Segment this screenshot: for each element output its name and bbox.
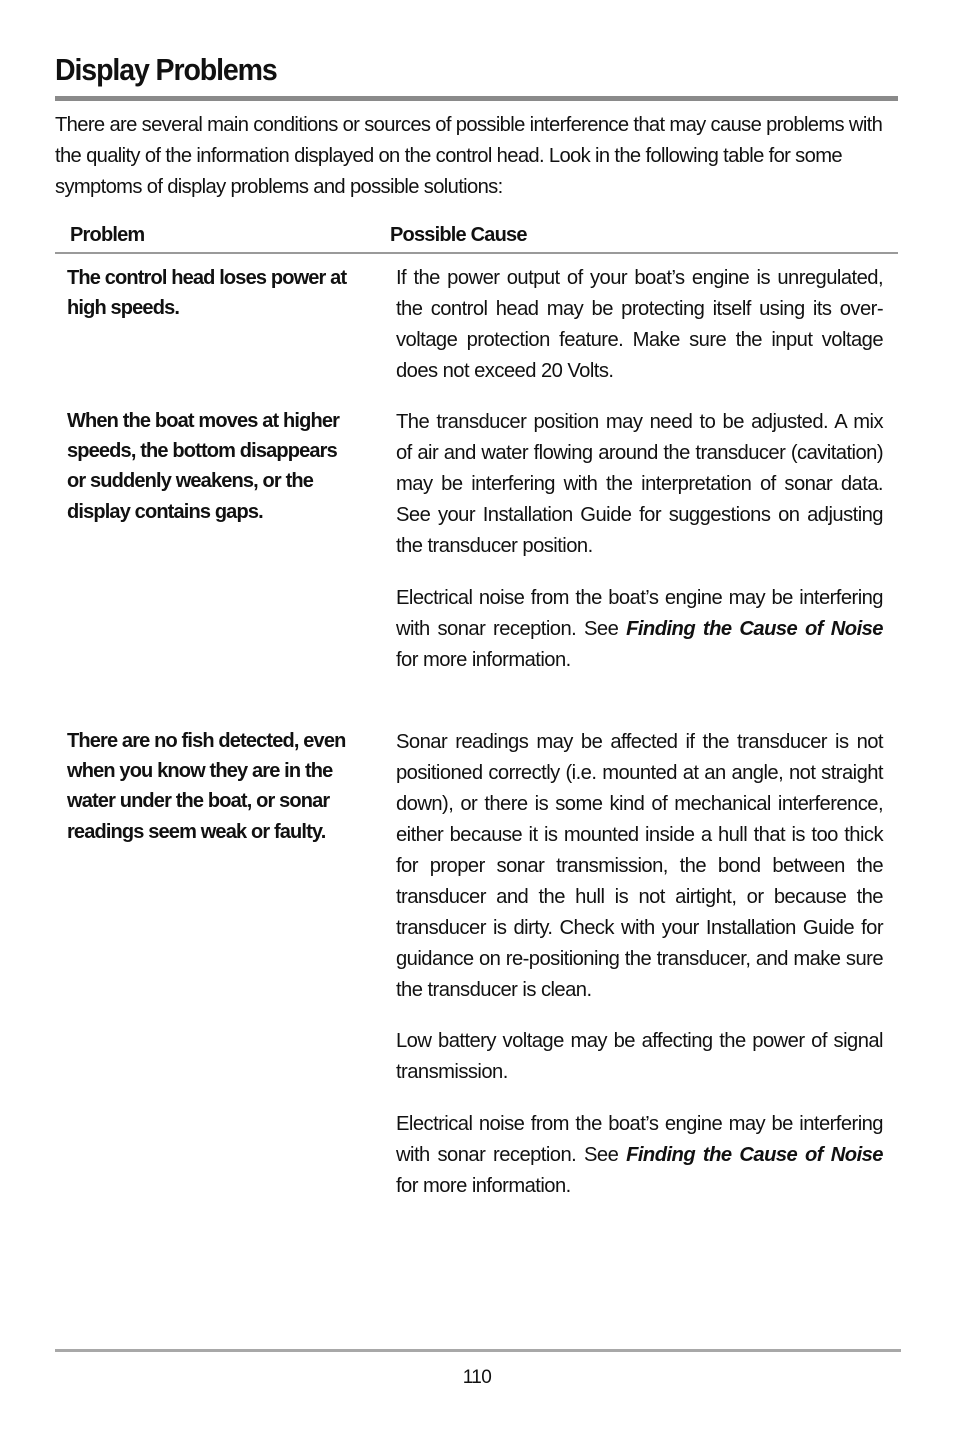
- cause-electrical-noise: [396, 1109, 883, 1202]
- problem-bottom-disappears: When the boat moves at higher speeds, the bottom disappears or suddenly weakens, or the display contains gaps.: [67, 410, 340, 523]
- cross-reference-link[interactable]: Finding the Cause of Noise: [626, 1144, 883, 1166]
- page-number: 110: [462, 1367, 492, 1388]
- table-header-divider: [55, 252, 898, 254]
- table-header-cause: Possible Cause: [390, 224, 527, 246]
- problem-no-fish-detected: There are no fish detected, even when you know they are in the water under the boat, or sonar readings seem weak or faulty.: [67, 730, 346, 843]
- page-title: Display Problems: [55, 52, 277, 87]
- cross-reference-link[interactable]: Finding the Cause of Noise: [626, 618, 883, 640]
- intro-paragraph: There are several main conditions or sources of possible interference that may cause problems with the quality of the information displayed on the control head. Look in the following table for some symptoms of display problems and possible solutions:: [55, 114, 883, 198]
- cause-transducer-position: The transducer position may need to be adjusted. A mix of air and water flowing around the transducer (cavitation) may be interfering with the interpretation of sonar data. See your Installation Guide for suggestions on adjusting the transducer position.: [396, 411, 883, 557]
- footer-divider: [55, 1349, 901, 1352]
- cause-text: Electrical noise from the boat’s engine may be interfering with sonar reception. See: [396, 1113, 883, 1166]
- cause-text: for more information.: [396, 649, 571, 671]
- cause-over-voltage: If the power output of your boat’s engine is unregulated, the control head may be protecting itself using its over-voltage protection feature. Make sure the input voltage does not exceed 20 Volts.: [396, 267, 883, 382]
- cause-transducer-mounting: Sonar readings may be affected if the transducer is not positioned correctly (i.e. mounted at an angle, not straight down), or there is some kind of mechanical interference, either because it is mounted inside a hull that is too thick for proper sonar transmission, the bond between the transducer and the hull is not airtight, or because the transducer is dirty. Check with your Installation Guide for guidance on re-positioning the transducer, and make sure the transducer is clean.: [396, 731, 883, 1001]
- cause-text: Electrical noise from the boat’s engine may be interfering with sonar reception. See: [396, 587, 883, 640]
- cause-electrical-noise: [396, 583, 883, 676]
- title-divider: [55, 96, 898, 101]
- table-header-problem: Problem: [70, 224, 145, 246]
- cause-text: for more information.: [396, 1175, 571, 1197]
- cause-low-battery: Low battery voltage may be affecting the power of signal transmission.: [396, 1030, 883, 1083]
- problem-power-loss: The control head loses power at high speeds.: [67, 267, 347, 320]
